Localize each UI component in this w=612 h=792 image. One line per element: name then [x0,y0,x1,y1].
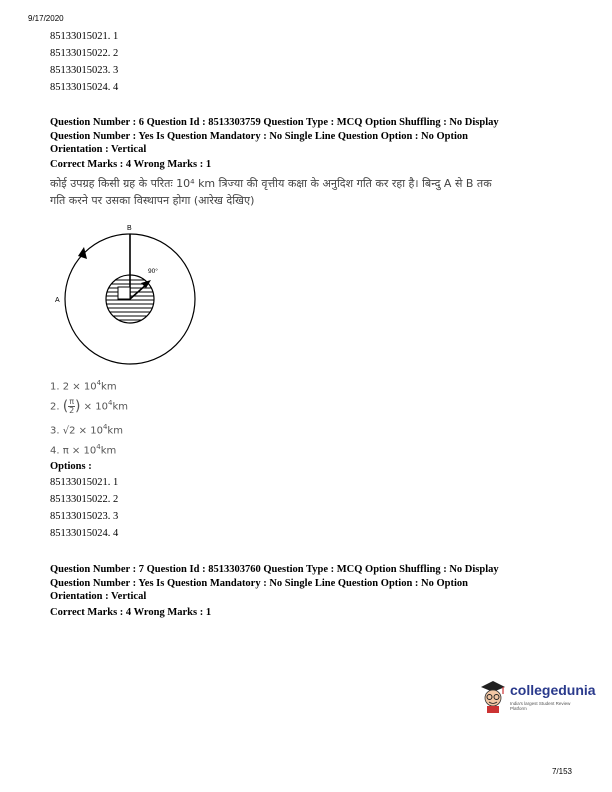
q6-choice-1: 1. $2 \times 10^4km$ [50,379,117,393]
q6-options-label: Options : [50,461,92,472]
orbit-diagram [55,222,205,372]
q6-option-3: 85133015023. 3 [50,511,119,522]
angle-label: 90° [148,268,158,275]
q6-header [50,116,570,157]
q6-choice-2: 2. ( $\frac{\pi}{2}$ ) × $10^4km$ [50,396,128,415]
prev-option-1: 85133015021. 1 [50,31,119,42]
q6-question-text [50,175,570,209]
q6-option-1: 85133015021. 1 [50,477,119,488]
q7-header-line-2: Question Number : Yes Is Question Mandatory : No Single Line Question Option : No Option [50,577,469,589]
orbit-direction-arrow [78,247,87,259]
q6-option-4: 85133015024. 4 [50,528,119,539]
q6-header-line-3: Orientation : Vertical [50,144,147,155]
mascot-icon [478,678,508,714]
prev-option-3: 85133015023. 3 [50,65,119,76]
q6-option-2: 85133015022. 2 [50,494,119,505]
q7-header [50,563,570,604]
q7-marks: Correct Marks : 4 Wrong Marks : 1 [50,607,212,618]
q6-marks: Correct Marks : 4 Wrong Marks : 1 [50,159,212,170]
label-b: B [127,225,132,232]
collegedunia-logo [478,678,596,714]
q6-header-line-1: Question Number : 6 Question Id : 8513303759 Question Type : MCQ Option Shuffling : No Display [50,117,499,128]
logo-tagline: India's largest Student Review Platform [510,701,571,711]
pi-over-2-fraction: $\frac{\pi}{2}$ [69,396,75,415]
q6-question-line-1: कोई उपग्रह किसी ग्रह के परितः 10⁴ km त्रिज्या की वृत्तीय कक्षा के अनुदिश गति कर रहा है। बिन्दु A से B तक [50,177,492,190]
print-date: 9/17/2020 [28,14,64,23]
right-angle-mark [118,287,130,299]
prev-option-4: 85133015024. 4 [50,82,119,93]
logo-wordmark: collegedunia [510,682,596,698]
q6-question-line-2: गति करने पर उसका विस्थापन होगा (आरेख देखिए) [50,194,255,207]
q6-choice-4: 4. $\pi \times 10^4km$ [50,443,117,457]
q6-header-line-2: Question Number : Yes Is Question Mandatory : No Single Line Question Option : No Option [50,130,469,142]
prev-option-2: 85133015022. 2 [50,48,119,59]
q6-choice-3: 3. $√2 \times 10^4km$ [50,423,123,437]
q7-header-line-1: Question Number : 7 Question Id : 8513303760 Question Type : MCQ Option Shuffling : No Display [50,564,499,575]
q7-header-line-3: Orientation : Vertical [50,591,147,602]
page-number: 7/153 [551,767,572,776]
label-a: A [55,297,60,304]
